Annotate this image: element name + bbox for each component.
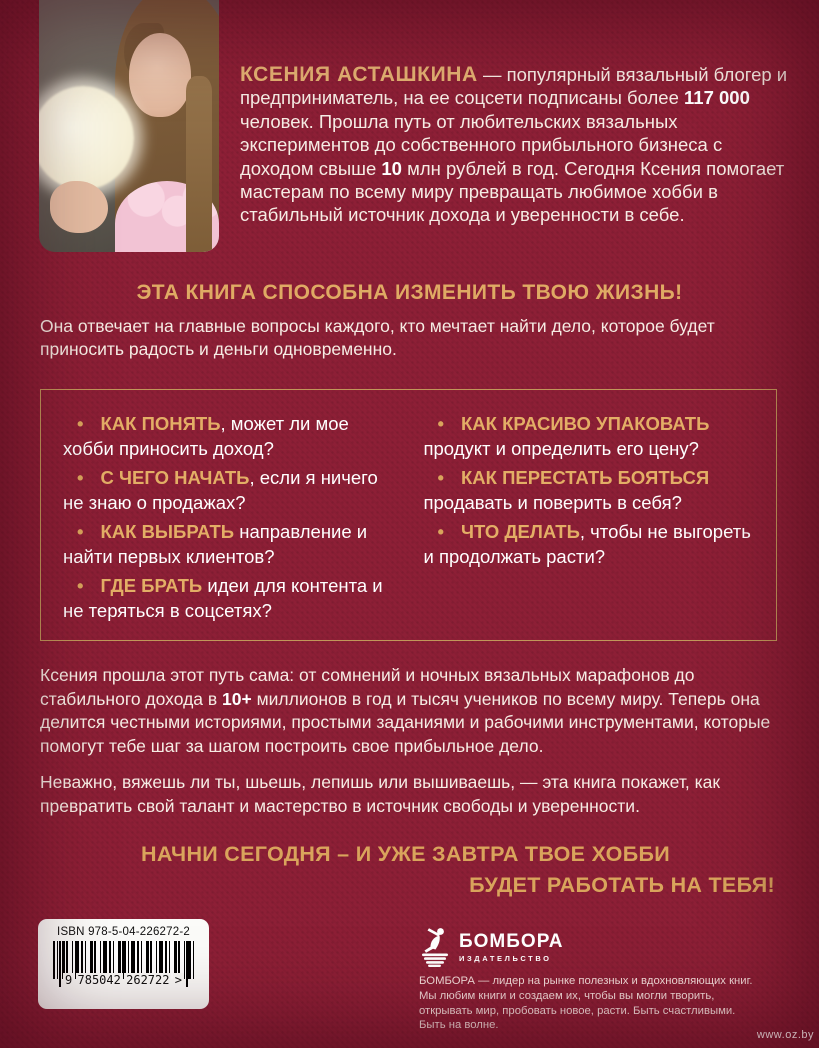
question-text: , может ли мое хобби приносить доход?: [63, 413, 349, 459]
photo-hair-strand-shape: [186, 76, 212, 252]
barcode-digit-group: >: [174, 973, 182, 987]
barcode-digit-group: 9: [65, 973, 73, 987]
isbn-label: ISBN 978-5-04-226272-2: [57, 926, 190, 938]
questions-right-column: [424, 411, 753, 640]
income-number: 10: [381, 157, 402, 179]
question-keyword: КАК ВЫБРАТЬ: [100, 521, 235, 542]
publisher-name: БОМБОРА: [459, 931, 564, 952]
question-text: продавать и поверить в себя?: [423, 492, 682, 513]
bullet-icon: •: [77, 413, 84, 434]
question-item: [63, 411, 392, 461]
bio-text-3: млн рублей в год. Сегодня Ксения помогает мастерам по всему миру превращать любимое хобби в стабильный источник дохода и уверенности в себе.: [240, 157, 785, 226]
barcode-guard-bar: [186, 941, 188, 987]
tagline-heading: ЭТА КНИГА СПОСОБНА ИЗМЕНИТЬ ТВОЮ ЖИЗНЬ!: [136, 281, 683, 304]
millions-number: 10+: [222, 688, 252, 709]
cta-line-1: НАЧНИ СЕГОДНЯ – И УЖЕ ЗАВТРА ТВОЕ ХОББИ: [141, 842, 670, 866]
photo-yarn-pompom-shape: [39, 86, 134, 190]
question-text: направление и найти первых клиентов?: [63, 521, 368, 567]
question-keyword: КАК ПЕРЕСТАТЬ БОЯТЬСЯ: [460, 467, 710, 488]
question-keyword: ЧТО ДЕЛАТЬ: [460, 521, 580, 542]
barcode-digits: [63, 973, 184, 987]
followers-count: 117 000: [684, 87, 750, 109]
question-item: [63, 519, 392, 569]
cta-line-2: БУДЕТ РАБОТАТЬ НА ТЕБЯ!: [469, 873, 775, 897]
bullet-icon: •: [77, 575, 84, 596]
publisher-block: [419, 927, 759, 1033]
questions-left-column: [63, 411, 392, 640]
tagline-subtext: Она отвечает на главные вопросы каждого, кто мечтает найти дело, которое будет приносить радость и деньги одновременно.: [40, 316, 715, 359]
publisher-description: БОМБОРА — лидер на рынке полезных и вдохновляющих книг. Мы любим книги и создаем их, чтобы вы могли творить, открывать мир, пробовать новое, расти. Быть счастливыми. Быть на волне.: [419, 975, 753, 1032]
photo-hand-shape: [50, 181, 108, 233]
bio-text-2: человек. Прошла путь от любительских вязальных экспериментов до собственного прибыльного бизнеса с доходом свыше: [240, 110, 723, 179]
author-journey-paragraph: [40, 664, 777, 758]
barcode: [53, 941, 194, 987]
watermark: www.oz.by: [756, 1029, 814, 1041]
author-photo: [39, 0, 219, 252]
bio-text-1: — популярный вязальный блогер и предприниматель, на ее соцсети подписаны более: [240, 64, 788, 109]
publisher-name-block: [459, 932, 563, 963]
question-item: [424, 411, 753, 461]
barcode-guard-bar: [59, 941, 61, 987]
barcode-digit-group: 262722: [126, 973, 170, 987]
author-bio: [240, 63, 798, 227]
question-keyword: ГДЕ БРАТЬ: [100, 575, 203, 596]
author-name: КСЕНИЯ АСТАШКИНА: [240, 63, 478, 86]
publisher-subtitle: ИЗДАТЕЛЬСТВО: [459, 954, 552, 963]
call-to-action: [36, 841, 775, 898]
question-keyword: КАК ПОНЯТЬ: [100, 413, 221, 434]
question-item: [424, 519, 753, 569]
isbn-box: [38, 919, 209, 1009]
craft-paragraph: Неважно, вяжешь ли ты, шьешь, лепишь или вышиваешь, — эта книга покажет, как превратить свой талант и мастерство в источник свободы и уверенности.: [40, 772, 721, 816]
barcode-digit-group: 785042: [77, 973, 121, 987]
question-text: , чтобы не выгореть и продолжать расти?: [423, 521, 751, 567]
question-item: [63, 465, 392, 515]
body-text-block: [40, 664, 777, 819]
bullet-icon: •: [437, 467, 444, 488]
journey-text-1: Ксения прошла этот путь сама: от сомнений и ночных вязальных марафонов до стабильного дохода в: [40, 665, 695, 709]
journey-text-2: миллионов в год и тысяч учеников по всему миру. Теперь она делится честными историями, простыми заданиями и рабочими инструментами, которые помогут тебе шаг за шагом построить свое прибыльное дело.: [40, 688, 771, 756]
question-text: продукт и определить его цену?: [423, 438, 699, 459]
question-text: идеи для контента и не теряться в соцсетях?: [63, 575, 383, 621]
question-keyword: С ЧЕГО НАЧАТЬ: [100, 467, 250, 488]
questions-box: [40, 389, 777, 641]
bullet-icon: •: [77, 521, 84, 542]
question-text: , если я ничего не знаю о продажах?: [63, 467, 378, 513]
question-keyword: КАК КРАСИВО УПАКОВАТЬ: [460, 413, 710, 434]
publisher-logo: [419, 927, 759, 967]
bullet-icon: •: [77, 467, 84, 488]
bullet-icon: •: [437, 413, 444, 434]
question-item: [424, 465, 753, 515]
photo-face-shape: [129, 33, 191, 117]
bullet-icon: •: [437, 521, 444, 542]
bombora-diver-icon: [419, 927, 450, 967]
question-item: [63, 573, 392, 623]
